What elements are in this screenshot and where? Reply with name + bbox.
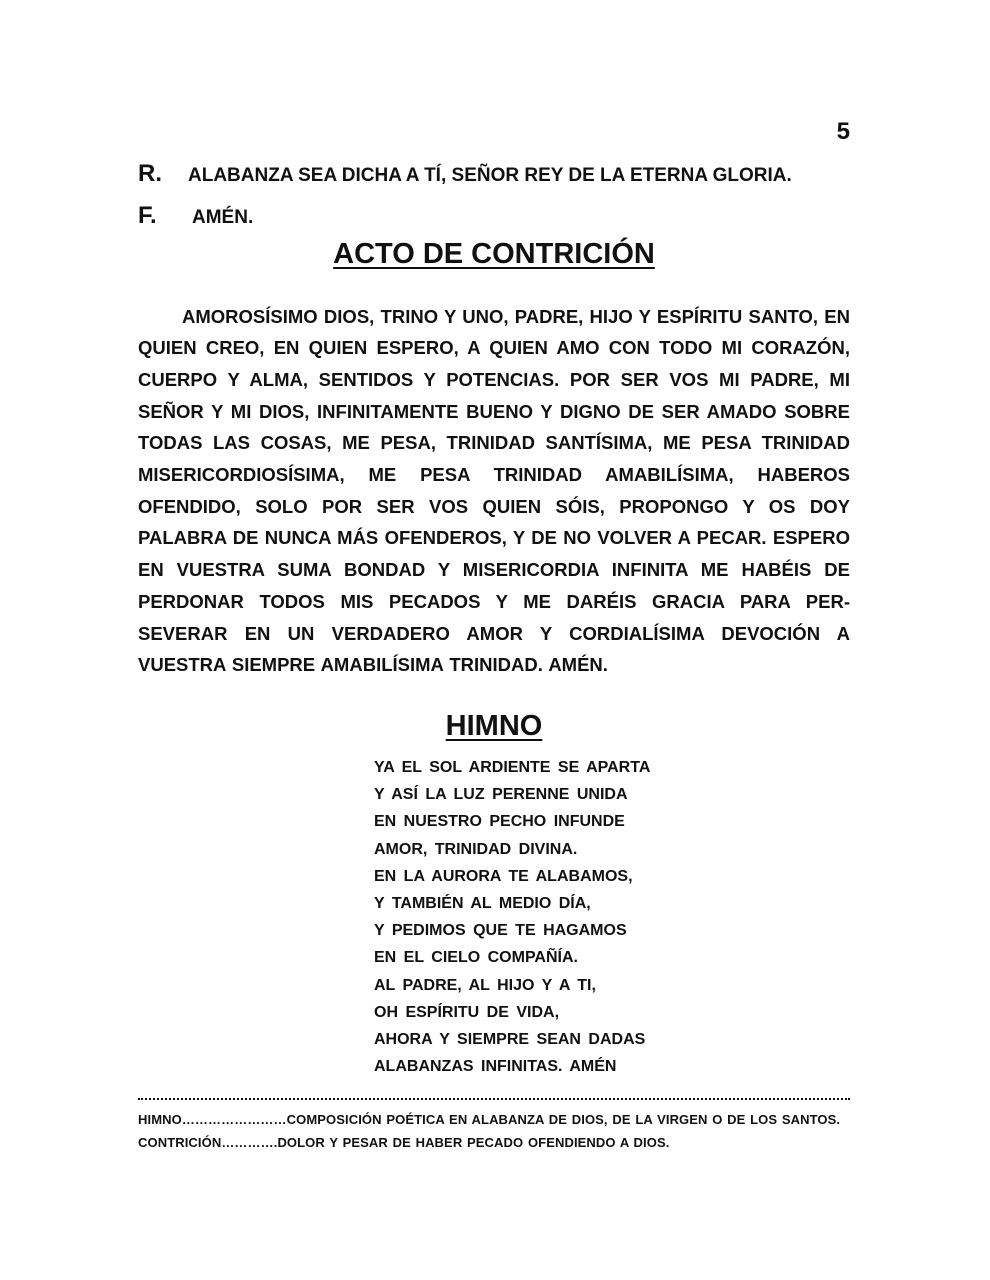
himno-line: EN LA AURORA TE ALABAMOS, [374,867,633,885]
himno-line: Y TAMBIÉN AL MEDIO DÍA, [374,895,591,913]
himno-verses [374,754,650,1080]
acto-text: AMOROSÍSIMO DIOS, TRINO Y UNO, PADRE, HIJO Y ESPÍRITU SANTO, EN QUIEN CREO, EN QUIEN ESPERO, A QUIEN AMO CON TODO MI CORAZÓN, CUERPO Y ALMA, SENTIDOS Y POTENCIAS. POR SER VOS MI PADRE, MI SEÑOR Y MI DIOS, INFINITAMENTE BUENO Y DIGNO DE SER AMADO SOBRE TODAS LAS COSAS, ME PESA, TRINIDAD SANTÍSIMA, ME PESA TRINIDAD MISERICORDIOSÍSIMA, ME PESA TRINIDAD AMABILÍSIMA, HABEROS OFENDIDO, SOLO POR SER VOS QUIEN SÓIS, PROPONGO Y OS DOY PALABRA DE NUNCA MÁS OFENDEROS, Y DE NO VOLVER A PECAR. ESPERO EN VUESTRA SUMA BONDAD Y MISERICORDIA INFINITA ME HABÉIS DE PERDONAR TODOS MIS PECADOS Y ME DARÉIS GRACIA PARA PER-SEVERAR EN UN VERDADERO AMOR Y CORDIALÍSIMA DEVOCIÓN A VUESTRA SIEMPRE AMABILÍSIMA TRINIDAD. AMÉN. [138,305,850,676]
response-text: AMÉN. [192,207,254,228]
acto-title: ACTO DE CONTRICIÓN [333,238,655,270]
page-number: 5 [836,118,850,145]
himno-line: ALABANZAS INFINITAS. AMÉN [374,1058,617,1076]
himno-title: HIMNO [445,710,543,742]
himno-line: EN EL CIELO COMPAÑÍA. [374,949,578,967]
himno-line: Y PEDIMOS QUE TE HAGAMOS [374,922,627,940]
himno-line: YA EL SOL ARDIENTE SE APARTA [374,759,651,776]
dotted-divider [138,1098,850,1100]
himno-line: AMOR, TRINIDAD DIVINA. [374,840,578,858]
himno-line: OH ESPÍRITU DE VIDA, [374,1003,560,1021]
document-page [138,0,850,1280]
glossary-entry-himno: HIMNO……………………COMPOSICIÓN POÉTICA EN ALABANZA DE DIOS, DE LA VIRGEN O DE LOS SANTOS. [138,1112,841,1127]
glossary-entry-contricion: CONTRICIÓN………….DOLOR Y PESAR DE HABER PECADO OFENDIENDO A DIOS. [138,1135,670,1150]
himno-line: Y ASÍ LA LUZ PERENNE UNIDA [374,786,628,804]
himno-line: AHORA Y SIEMPRE SEAN DADAS [374,1031,646,1049]
response-text: ALABANZA SEA DICHA A TÍ, SEÑOR REY DE LA ETERNA GLORIA. [188,165,792,186]
response-marker: R. [138,160,162,187]
glossary [138,1108,840,1154]
response-marker: F. [138,202,157,229]
himno-line: AL PADRE, AL HIJO Y A TI, [374,976,596,994]
himno-line: EN NUESTRO PECHO INFUNDE [374,813,625,831]
response-f [138,202,253,230]
response-r [138,160,792,188]
